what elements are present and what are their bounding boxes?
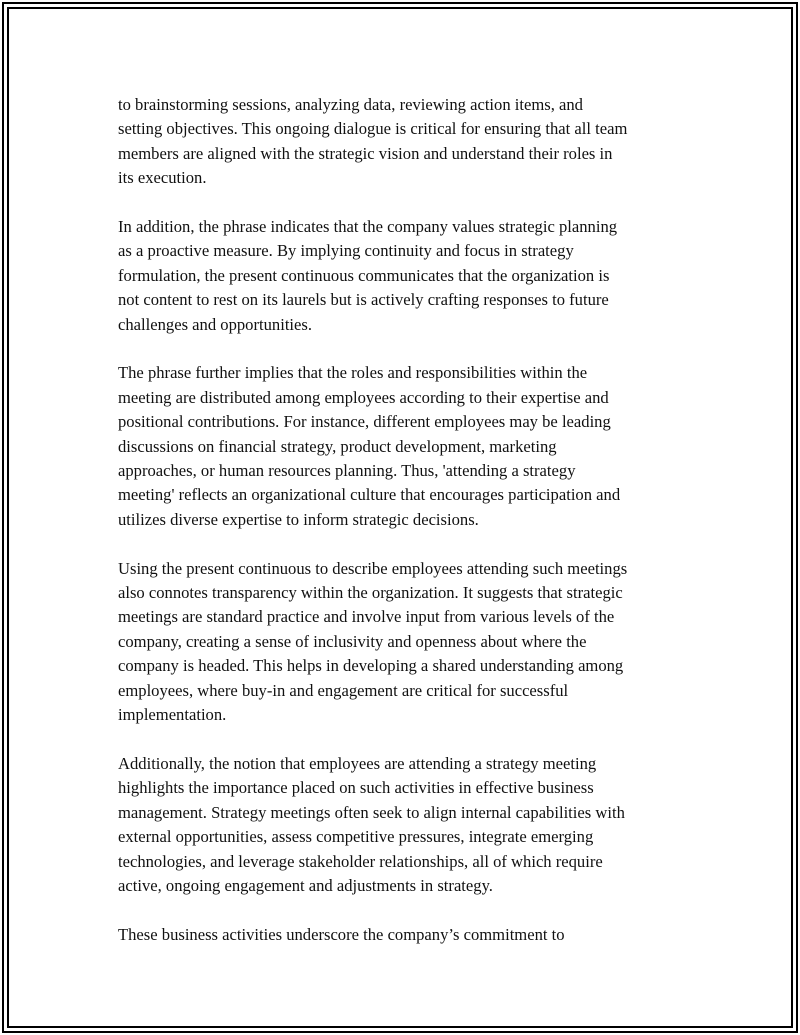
paragraph-4: Using the present continuous to describe employees attending such meetings also connotes transparency within the organization. It suggests that strategic meetings are standard practice and involve input from various levels of the company, creating a sense of inclusivity and openness about where the company is headed. This helps in developing a shared understanding among employees, where buy-in and engagement are critical for successful implementation. (118, 558, 628, 725)
paragraph-1: to brainstorming sessions, analyzing data, reviewing action items, and setting objectives. This ongoing dialogue is critical for ensuring that all team members are aligned with the strategic vision and understand their roles in its execution. (118, 95, 628, 188)
document-body (118, 93, 688, 972)
paragraph-5: Additionally, the notion that employees are attending a strategy meeting highlights the importance placed on such activities in effective business management. Strategy meetings often seek to align internal capabilities with external opportunities, assess competitive pressures, integrate emerging technologies, and leverage stakeholder relationships, all of which require active, ongoing engagement and adjustments in strategy. (118, 753, 625, 895)
paragraph-3: The phrase further implies that the roles and responsibilities within the meeting are distributed among employees according to their expertise and positional contributions. For instance, different employees may be leading discussions on financial strategy, product development, marketing approaches, or human resources planning. Thus, 'attending a strategy meeting' reflects an organizational culture that encourages participation and utilizes diverse expertise to inform strategic decisions. (118, 363, 621, 529)
paragraph-2: In addition, the phrase indicates that the company values strategic planning as a proactive measure. By implying continuity and focus in strategy formulation, the present continuous communicates that the organization is not content to rest on its laurels but is actively crafting responses to future challenges and opportunities. (118, 217, 618, 334)
paragraph-6: These business activities underscore the company’s commitment to (118, 924, 565, 944)
